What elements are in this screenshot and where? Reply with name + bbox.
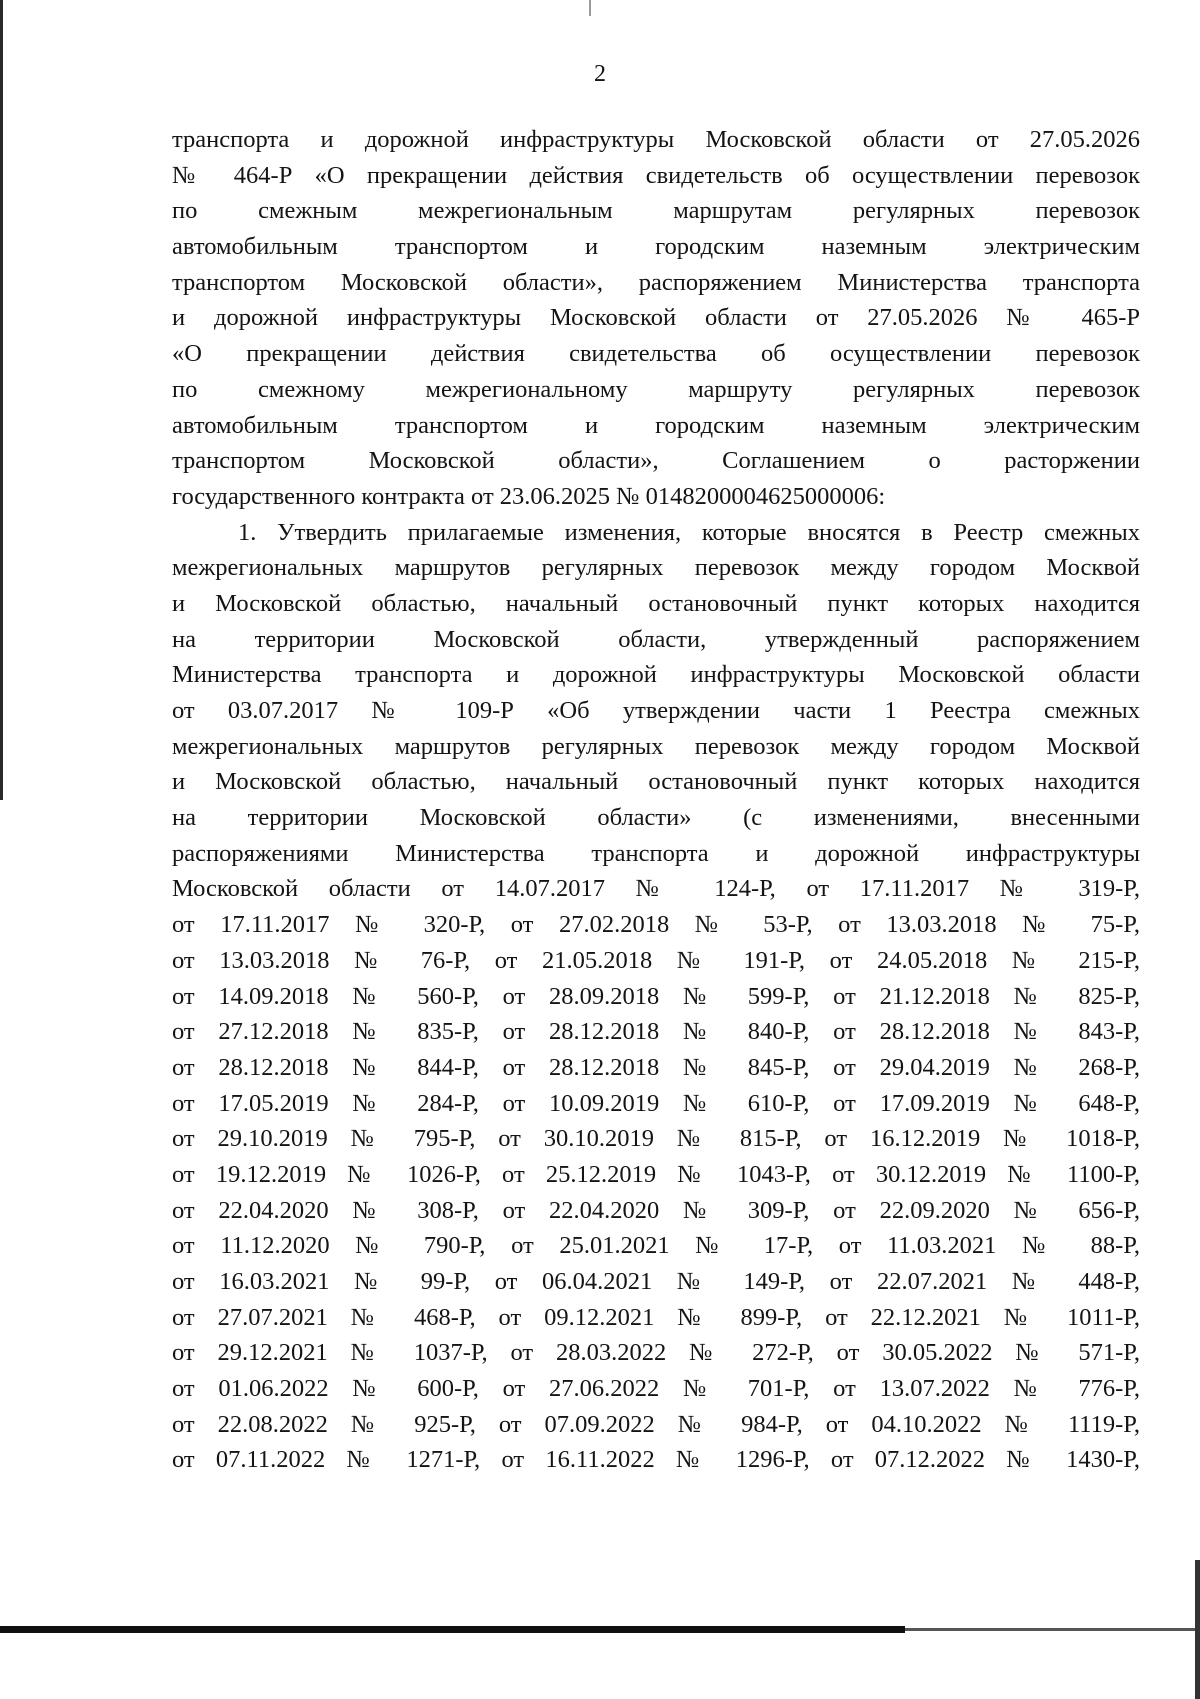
text-line: по смежному межрегиональному маршруту регулярных перевозок — [172, 375, 1140, 403]
text-line: транспорта и дорожной инфраструктуры Московской области от 27.05.2026 — [172, 126, 1140, 153]
text-line: по смежным межрегиональным маршрутам регулярных перевозок — [172, 197, 1140, 225]
text-line: от 29.10.2019 № 795-Р, от 30.10.2019 № 815-Р, от 16.12.2019 № 1018-Р, — [172, 1125, 1140, 1153]
text-line: от 13.03.2018 № 76-Р, от 21.05.2018 № 191-Р, от 24.05.2018 № 215-Р, — [172, 946, 1140, 974]
text-line: межрегиональных маршрутов регулярных перевозок между городом Москвой — [172, 554, 1140, 582]
document-body — [172, 122, 1140, 1478]
scan-edge-left — [0, 0, 3, 800]
text-line: межрегиональных маршрутов регулярных перевозок между городом Москвой — [172, 732, 1140, 760]
page-number: 2 — [594, 61, 606, 87]
text-line: № 464-Р «О прекращении действия свидетельств об осуществлении перевозок — [172, 161, 1140, 189]
text-line: Московской области от 14.07.2017 № 124-Р, от 17.11.2017 № 319-Р, — [172, 875, 1140, 903]
text-line: автомобильным транспортом и городским наземным электрическим — [172, 411, 1140, 439]
text-line: Министерства транспорта и дорожной инфраструктуры Московской области — [172, 661, 1140, 689]
text-line: на территории Московской области, утвержденный распоряжением — [172, 625, 1140, 653]
text-line: от 29.12.2021 № 1037-Р, от 28.03.2022 № 272-Р, от 30.05.2022 № 571-Р, — [172, 1339, 1140, 1367]
text-line: от 01.06.2022 № 600-Р, от 27.06.2022 № 701-Р, от 13.07.2022 № 776-Р, — [172, 1375, 1140, 1403]
scan-edge-right — [1195, 1560, 1200, 1699]
text-line: от 17.11.2017 № 320-Р, от 27.02.2018 № 53-Р, от 13.03.2018 № 75-Р, — [172, 911, 1140, 939]
scan-mark-top — [589, 0, 591, 16]
scan-bar-bottom — [0, 1626, 905, 1633]
text-line: от 16.03.2021 № 99-Р, от 06.04.2021 № 149-Р, от 22.07.2021 № 448-Р, — [172, 1268, 1140, 1295]
text-line: от 11.12.2020 № 790-Р, от 25.01.2021 № 17-Р, от 11.03.2021 № 88-Р, — [172, 1232, 1140, 1260]
text-line: и Московской областью, начальный остановочный пункт которых находится — [172, 589, 1140, 617]
text-line: и дорожной инфраструктуры Московской области от 27.05.2026 № 465-Р — [172, 304, 1140, 332]
text-line: автомобильным транспортом и городским наземным электрическим — [172, 233, 1140, 261]
text-line-paragraph-end: государственного контракта от 23.06.2025 № 0148200004625000006: — [172, 482, 886, 510]
text-line: транспортом Московской области», распоряжением Министерства транспорта — [172, 268, 1140, 296]
text-line: от 27.07.2021 № 468-Р, от 09.12.2021 № 899-Р, от 22.12.2021 № 1011-Р, — [172, 1303, 1140, 1331]
text-line: и Московской областью, начальный остановочный пункт которых находится — [172, 768, 1140, 796]
text-line: от 07.11.2022 № 1271-Р, от 16.11.2022 № 1296-Р, от 07.12.2022 № 1430-Р, — [172, 1446, 1140, 1474]
scan-bar-bottom-thin — [905, 1628, 1200, 1631]
text-line: транспортом Московской области», Соглашением о расторжении — [172, 447, 1140, 475]
text-line: от 22.08.2022 № 925-Р, от 07.09.2022 № 984-Р, от 04.10.2022 № 1119-Р, — [172, 1410, 1140, 1438]
text-line: от 03.07.2017 № 109-Р «Об утверждении части 1 Реестра смежных — [172, 697, 1140, 724]
text-line: от 19.12.2019 № 1026-Р, от 25.12.2019 № 1043-Р, от 30.12.2019 № 1100-Р, — [172, 1160, 1140, 1188]
text-line: от 14.09.2018 № 560-Р, от 28.09.2018 № 599-Р, от 21.12.2018 № 825-Р, — [172, 982, 1140, 1010]
text-line-paragraph-start: 1. Утвердить прилагаемые изменения, которые вносятся в Реестр смежных — [238, 518, 1140, 546]
text-line: от 28.12.2018 № 844-Р, от 28.12.2018 № 845-Р, от 29.04.2019 № 268-Р, — [172, 1053, 1140, 1081]
text-line: от 17.05.2019 № 284-Р, от 10.09.2019 № 610-Р, от 17.09.2019 № 648-Р, — [172, 1089, 1140, 1117]
text-line: от 22.04.2020 № 308-Р, от 22.04.2020 № 309-Р, от 22.09.2020 № 656-Р, — [172, 1196, 1140, 1224]
text-line: от 27.12.2018 № 835-Р, от 28.12.2018 № 840-Р, от 28.12.2018 № 843-Р, — [172, 1018, 1140, 1046]
text-line: «О прекращении действия свидетельства об осуществлении перевозок — [172, 340, 1140, 368]
text-line: распоряжениями Министерства транспорта и дорожной инфраструктуры — [172, 839, 1140, 867]
text-line: на территории Московской области» (с изменениями, внесенными — [172, 804, 1140, 832]
